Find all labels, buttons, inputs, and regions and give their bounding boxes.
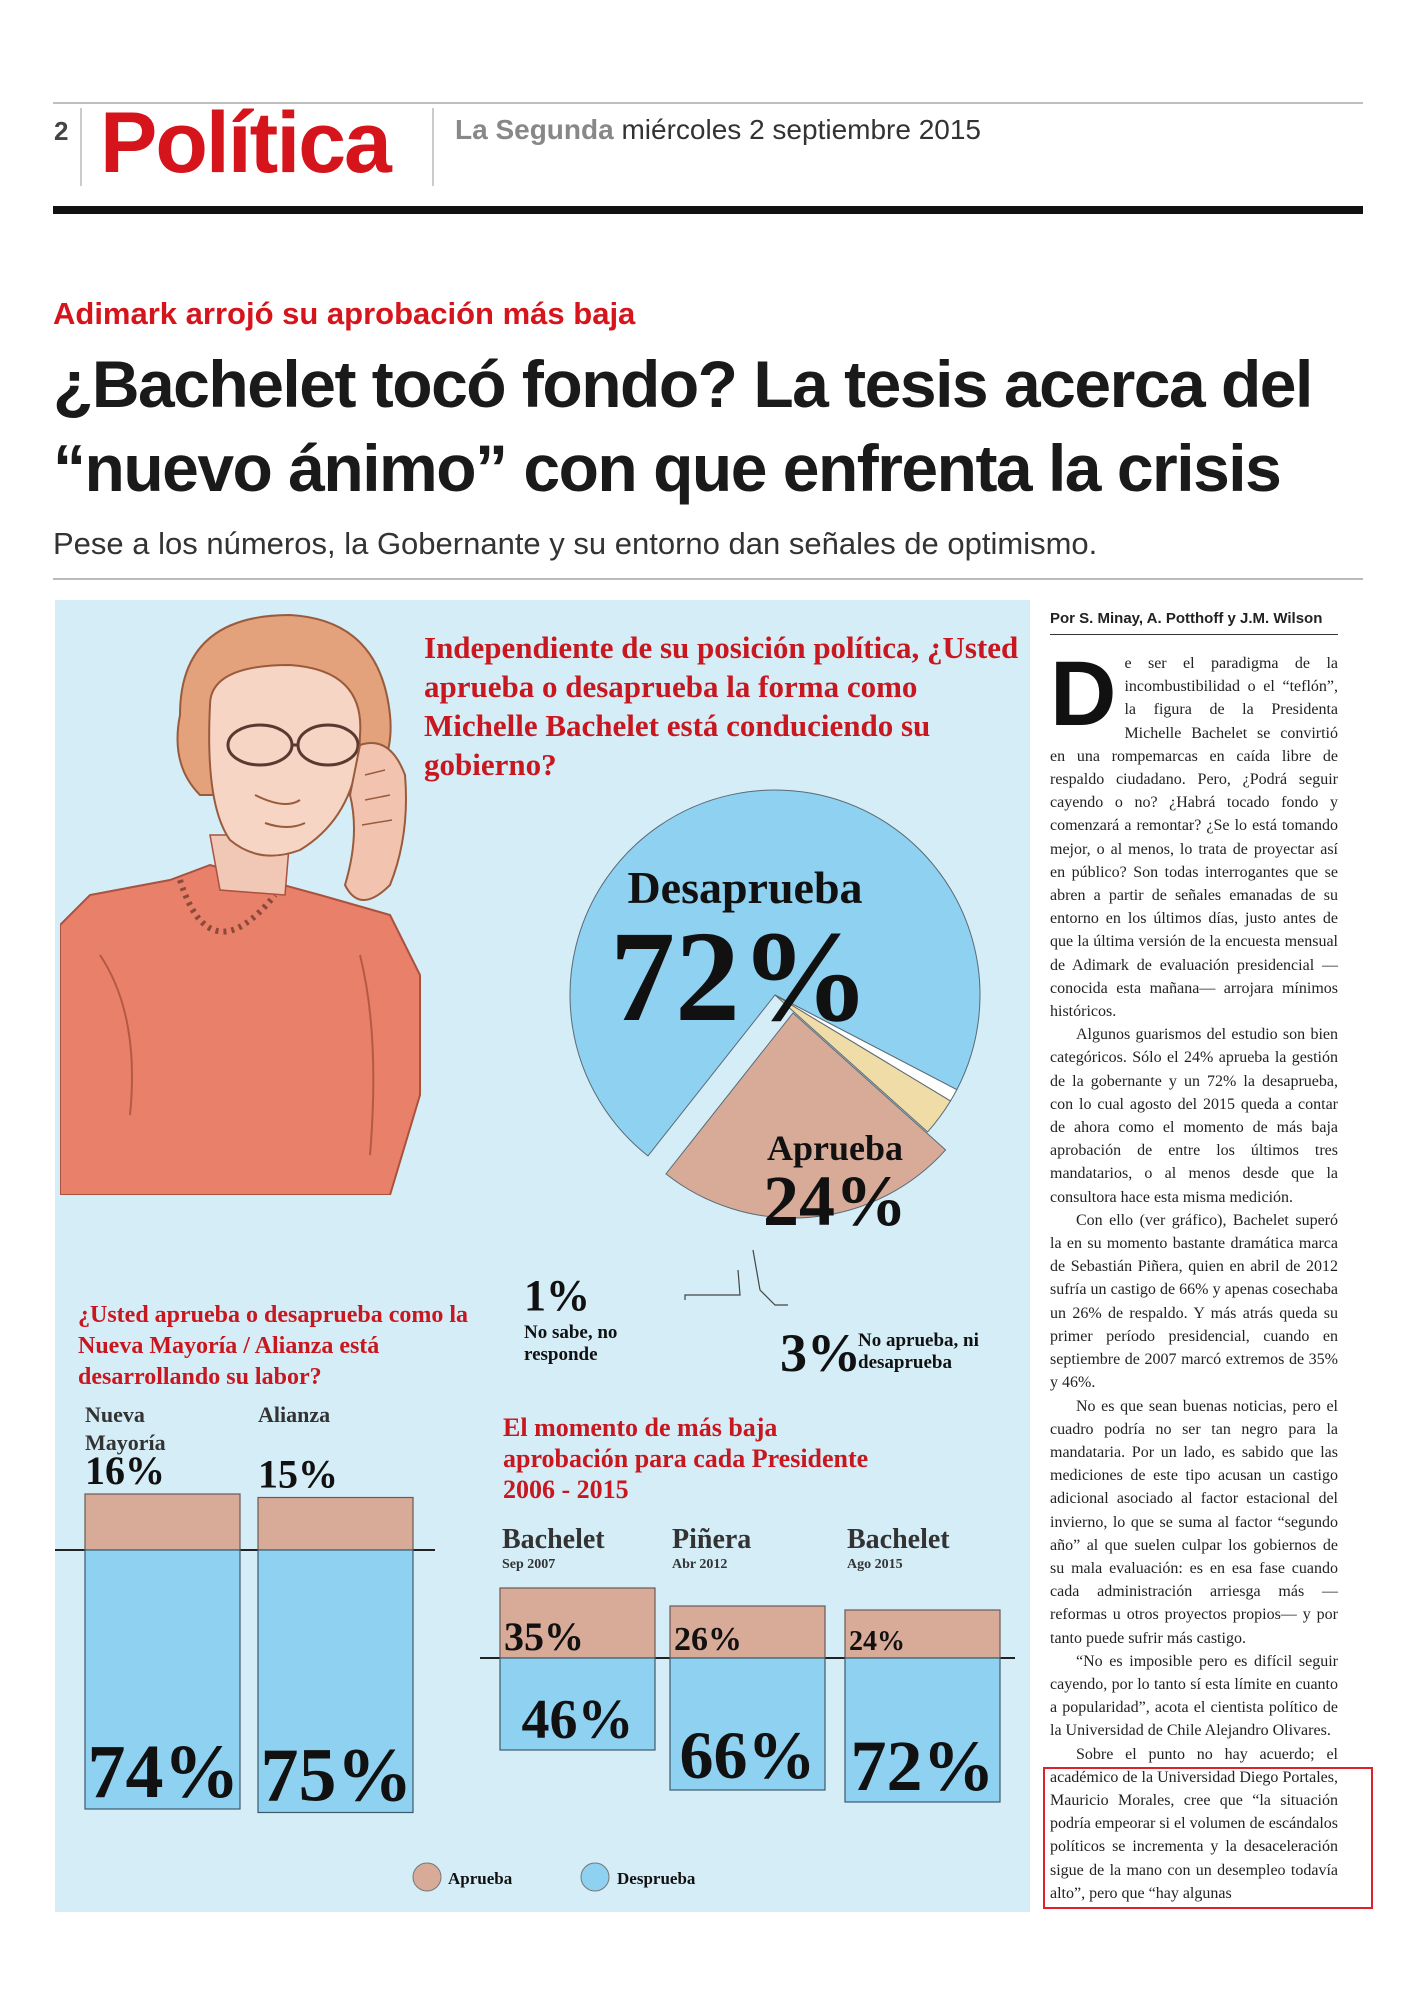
coalition-question: ¿Usted aprueba o desaprueba como la Nueva Mayoría / Alianza está desarrollando su labor?: [78, 1302, 469, 1390]
paragraph: [1050, 643, 1338, 1023]
legend-approve-swatch: [413, 1863, 441, 1891]
neutral-value: 3%: [780, 1323, 861, 1383]
approve-value-label: 24%: [849, 1626, 905, 1657]
president-name: Bachelet: [847, 1524, 950, 1555]
slice-label-aprueba: Aprueba: [766, 1128, 904, 1168]
period-date: Ago 2015: [847, 1557, 903, 1572]
paragraph: Algunos guarismos del estudio son bien categóricos. Sólo el 24% aprueba la gestión de la gobernante y un 72% la desaprueba, con lo cual agosto del 2015 queda a contar de ahora como el momento de más baja aprobación de entre los últimos tres mandatarios, o al menos desde que la consultora hace esta misma medición.: [1050, 1026, 1338, 1206]
lowest-approval-title: El momento de más baja aprobación para cada Presidente 2006 - 2015: [503, 1413, 869, 1504]
deck-rule: [53, 578, 1363, 580]
header-divider: [80, 108, 82, 186]
approve-value-label: 35%: [504, 1614, 584, 1659]
coalition-bar-chart: [55, 1402, 435, 1818]
period-date: Abr 2012: [672, 1557, 728, 1572]
nsnr-value: 1%: [524, 1271, 590, 1320]
neutral-label: No aprueba, ni desaprueba: [858, 1330, 979, 1373]
disapprove-value-label: 66%: [679, 1717, 816, 1793]
period-date: Sep 2007: [502, 1557, 556, 1572]
president-name: Bachelet: [502, 1524, 605, 1555]
presidents-bar-chart: [480, 1524, 1015, 1806]
approve-value-label: 16%: [85, 1448, 165, 1493]
nsnr-label: No sabe, no responde: [524, 1322, 618, 1365]
pie-question: Independiente de su posición política, ¿Usted aprueba o desaprueba la forma como Michelle Bachelet está conduciendo su gobierno?: [424, 630, 1019, 782]
byline-rule: [1050, 634, 1338, 635]
category-label: Alianza: [258, 1402, 331, 1427]
headline-line: ¿Bachelet tocó fondo? La tesis acerca del: [53, 347, 1312, 421]
headline-line: “nuevo ánimo” con que enfrenta la crisis: [53, 431, 1281, 505]
disapprove-value-label: 75%: [260, 1733, 413, 1818]
paragraph-text: e ser el paradigma de la incombustibilidad o el “teflón”, la figura de la Presidenta Michelle Bachelet se convirtió en una rompemarcas en caída libre de respaldo ciudadano. Pero, ¿Podrá seguir cayendo o no? ¿Habrá tocado fondo y comenzará a remontar? ¿Se lo está tomando mejor, o al menos, lo trata de proyectar así en público? Son todas interrogantes que se abren a partir de señales emanadas de su entorno en los últimos días, justo antes de que la última versión de la encuesta mensual de Adimark de evaluación presidencial —conocida esta mañana— arrojara mínimos históricos.: [1050, 655, 1338, 1021]
bar-approve: [85, 1494, 240, 1550]
disapprove-value-label: 46%: [521, 1689, 634, 1751]
slice-value-desaprueba: 72%: [610, 905, 870, 1049]
disapprove-value-label: 74%: [87, 1730, 240, 1814]
byline: Por S. Minay, A. Potthoff y J.M. Wilson: [1050, 610, 1323, 627]
header-divider: [432, 108, 434, 186]
legend-approve-label: Aprueba: [448, 1869, 513, 1888]
callout-line-neutral: [753, 1250, 788, 1305]
slice-value-aprueba: 24%: [763, 1161, 907, 1241]
page-number: 2: [54, 116, 69, 146]
headline: [53, 342, 1373, 510]
highlight-box: [1043, 1767, 1373, 1909]
slice-label-desaprueba: Desaprueba: [627, 862, 863, 913]
approval-pie-chart: [560, 780, 990, 1340]
approve-value-label: 15%: [258, 1451, 338, 1497]
kicker: Adimark arrojó su aprobación más baja: [53, 296, 636, 331]
header-rule: [53, 206, 1363, 214]
article-body: [1050, 643, 1338, 1905]
paragraph: Sobre el punto no hay acuerdo; el académico de la Universidad Diego Portales, Mauricio Morales, cree que “la situación podría empeorar si el volumen de escándalos políticos se incrementa y la desaceleración sigue de la mano con un desempleo todavía alto”, pero que “hay algunas: [1050, 1745, 1338, 1902]
callout-line-nsnr: [685, 1270, 740, 1300]
category-label: Mayoría: [85, 1430, 166, 1455]
bar-approve: [258, 1498, 413, 1551]
deck: Pese a los números, la Gobernante y su entorno dan señales de optimismo.: [53, 526, 1098, 561]
president-name: Piñera: [672, 1524, 752, 1555]
category-label: Nueva: [85, 1402, 145, 1427]
disapprove-value-label: 72%: [850, 1726, 995, 1806]
paper-name: La Segunda: [455, 114, 614, 145]
paragraph: Con ello (ver gráfico), Bachelet superó la en su momento bastante dramática marca de Sebastián Piñera, quien en abril de 2012 sufría un castigo de 66% y apenas cosechaba un 26% de respaldo. Y más atrás queda su primer período presidencial, cuando en septiembre de 2007 marcó extremos de 35% y 46%.: [1050, 1211, 1338, 1392]
paragraph: “No es imposible pero es difícil seguir cayendo, por lo tanto sí esta límite en cuanto a popularidad”, acota el cientista político de la Universidad de Chile Alejandro Olivares.: [1050, 1652, 1338, 1740]
legend-disapprove-swatch: [581, 1863, 609, 1891]
bar-charts: [55, 1390, 1030, 1910]
masthead: [455, 114, 981, 146]
drop-cap: D: [1050, 643, 1117, 745]
issue-date: miércoles 2 septiembre 2015: [621, 114, 981, 145]
paragraph: No es que sean buenas noticias, pero el cuadro podría no ser tan negro para la mandataria. Por un lado, es sabido que las mediciones de este tipo acusan un castigo adicional asociado al factor estacional del invierno, lo que se suma al factor “segundo año” al que suelen culpar los gobiernos de su mala evaluación: es en esa fase cuando cada administración arriesga más —reformas u otros proyectos propios— y por tanto puede sufrir más castigo.: [1050, 1397, 1338, 1647]
legend-disapprove-label: Desprueba: [617, 1869, 696, 1888]
approve-value-label: 26%: [674, 1621, 742, 1658]
section-title: Política: [100, 95, 390, 191]
